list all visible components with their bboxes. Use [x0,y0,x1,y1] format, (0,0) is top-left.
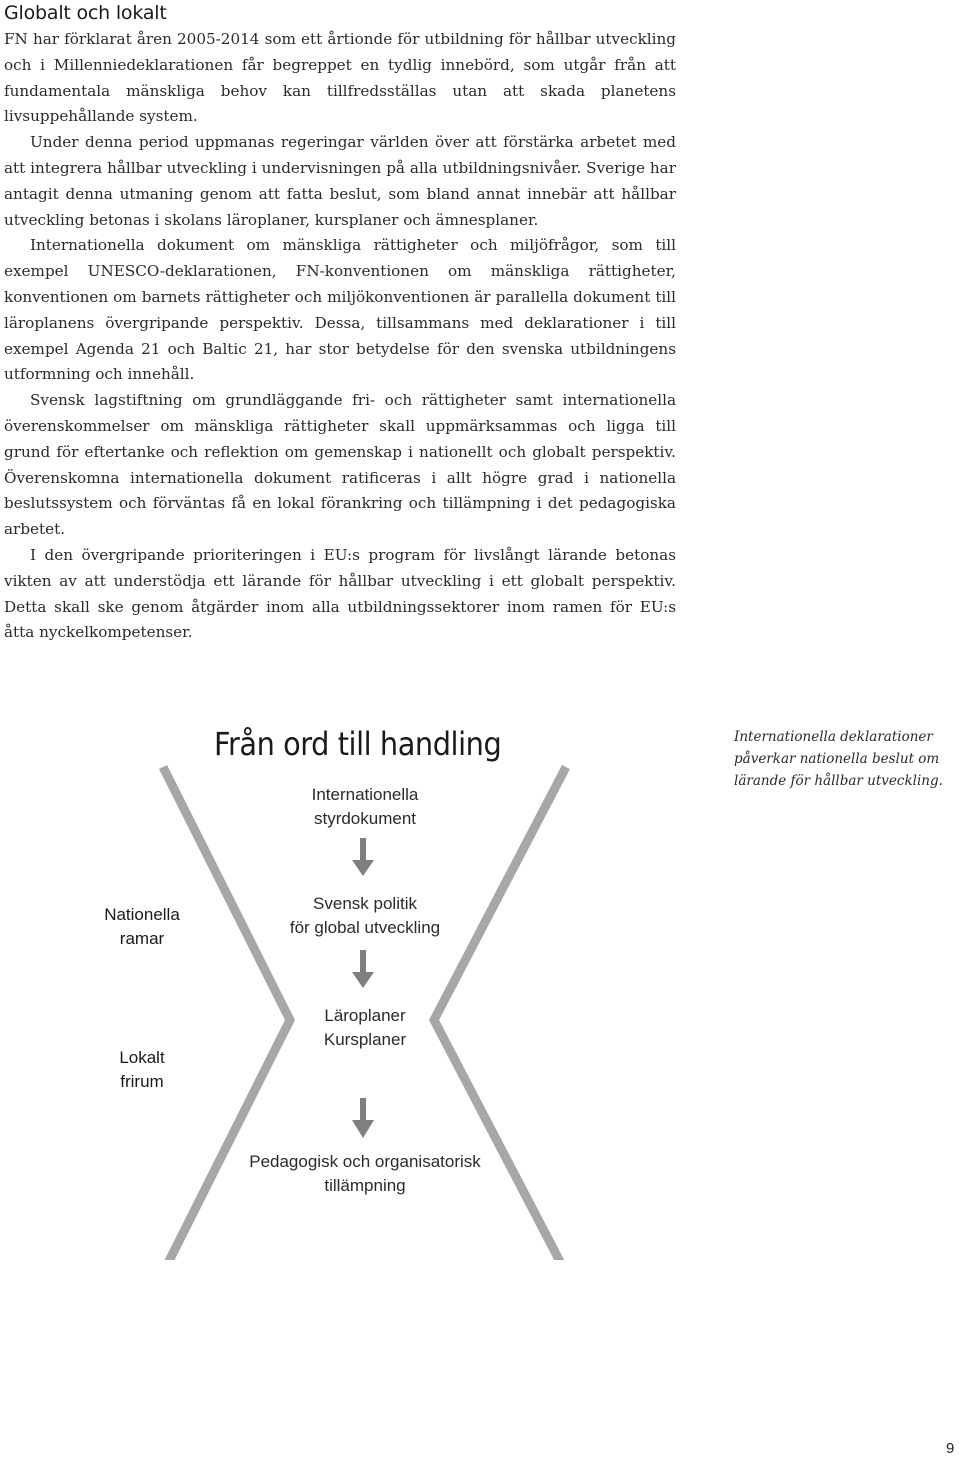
step-swedish-policy: Svensk politik för global utveckling [289,894,441,937]
step-pedagogical-application: Pedagogisk och organisatorisk tillämpning [249,1152,481,1195]
paragraph: I den övergripande prioriteringen i EU:s program för livslångt lärande betonas vikten av att understödja ett lärande för hållbar utveckling i ett globalt perspektiv. Detta skall ske genom åtgärder inom alla utbildningssektorer inom ramen för EU:s åtta nyckelkompetenser. [4,545,676,642]
paragraph: Svensk lagstiftning om grundläggande fri- och rättigheter samt internationella överenskommelser om mänskliga rättigheter skall uppmärksammas och ligga till grund för eftertanke och reflektion om gemenskap i nationellt och globalt perspektiv. Överenskomna internationella dokument ratificeras i allt högre grad i nationella beslutssystem och förväntas få en lokal förankring och tillämpning i det pedagogiska arbetet. [4,391,676,539]
paragraph: Internationella dokument om mänskliga rättigheter och miljöfrågor, som till exempel UNESCO-deklarationen, FN-konventionen om mänskliga rättigheter, konventionen om barnets rättigheter och miljökonventionen är parallella dokument till läroplanens övergripande perspektiv. Dessa, tillsammans med deklarationer i till exempel Agenda 21 och Baltic 21, har stor betydelse för den svenska utbildningens utformning och innehåll. [4,236,676,384]
step-international-documents: Internationella styrdokument [311,785,419,828]
flow-arrows [352,838,374,1138]
step-curricula: Läroplaner Kursplaner [323,1006,407,1049]
diagram-title: Från ord till handling [214,725,502,763]
section-heading: Globalt och lokalt [4,2,167,24]
diagram-caption: Internationella deklarationer påverkar nationella beslut om lärande för hållbar utveckling. [734,729,943,789]
label-local-freedom: Lokalt frirum [119,1048,165,1091]
paragraph: Under denna period uppmanas regeringar världen över att förstärka arbetet med att integrera hållbar utveckling i undervisningen på alla utbildningsnivåer. Sverige har antagit denna utmaning genom att fatta beslut, som bland annat innebär att hållbar utveckling betonas i skolans läroplaner, kursplaner och ämnesplaner. [4,133,676,229]
arrow-down-icon [352,838,374,876]
page-number: 9 [946,1440,955,1457]
arrow-down-icon [352,1098,374,1138]
body-text [4,27,676,646]
label-national-frameworks: Nationella ramar [104,905,180,948]
arrow-down-icon [352,950,374,988]
paragraph: FN har förklarat åren 2005-2014 som ett årtionde för utbildning för hållbar utveckling och i Millenniedeklarationen får begreppet en tydlig innebörd, som utgår från att fundamentala mänskliga behov kan tillfredsställas utan att skada planetens livsuppehållande system. [4,30,676,126]
